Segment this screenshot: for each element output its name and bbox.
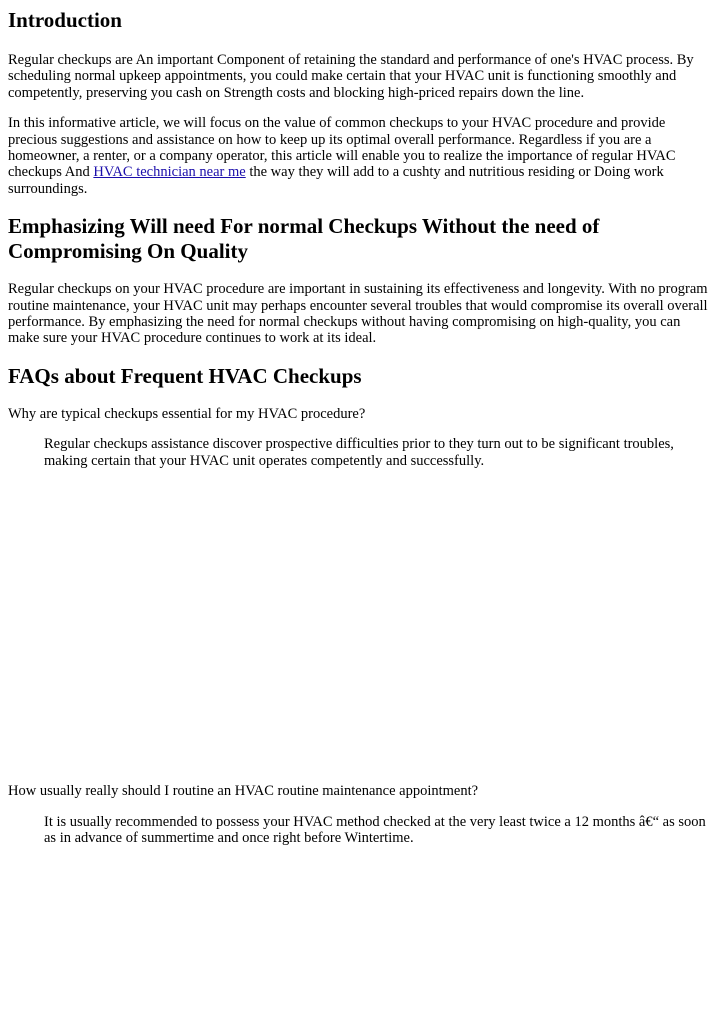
article-focus-paragraph <box>8 115 712 197</box>
faq-heading: FAQs about Frequent HVAC Checkups <box>8 363 362 388</box>
introduction-heading: Introduction <box>8 8 122 32</box>
introduction-paragraph: Regular checkups are An important Component of retaining the standard and performance of one's HVAC process. By scheduling normal upkeep appointments, you could make certain that your HVAC unit is functioning smoothly and competently, preserving you cash on Strength costs and blocking high-priced repairs down the line. <box>8 52 694 101</box>
paragraph-text-after-link: the way they will add to a cushty and nutritious residing or Doing work surroundings. <box>8 164 664 197</box>
emphasis-heading: Emphasizing Will need For normal Checkups Without the need of Compromising On Quality <box>8 214 600 264</box>
hvac-technician-link[interactable]: HVAC technician near me <box>93 164 246 181</box>
faq-question: Why are typical checkups essential for my HVAC procedure? <box>8 405 366 422</box>
emphasis-paragraph: Regular checkups on your HVAC procedure are important in sustaining its effectiveness and longevity. With no program routine maintenance, your HVAC unit may perhaps encounter several troubles that would compromise its overall overall performance. By emphasizing the need for normal checkups without having compromising on high-quality, you can make sure your HVAC procedure continues to work at its ideal. <box>8 281 708 347</box>
article <box>0 8 720 846</box>
faq-answer: Regular checkups assistance discover prospective difficulties prior to they turn out to be significant troubles, making certain that your HVAC unit operates competently and successfully. <box>44 436 674 469</box>
faq-question: How usually really should I routine an HVAC routine maintenance appointment? <box>8 783 479 800</box>
faq-answer: It is usually recommended to possess your HVAC method checked at the very least twice a 12 months â€“ as soon as in advance of summertime and once right before Wintertime. <box>44 813 706 846</box>
paragraph-text-before-link: In this informative article, we will focus on the value of common checkups to your HVAC procedure and provide precious suggestions and assistance on how to keep up its optimal overall performance. Regardless if you are a homeowner, a renter, or a company operator, this article will enable you to realize the importance of regular HVAC checkups And <box>8 115 676 181</box>
